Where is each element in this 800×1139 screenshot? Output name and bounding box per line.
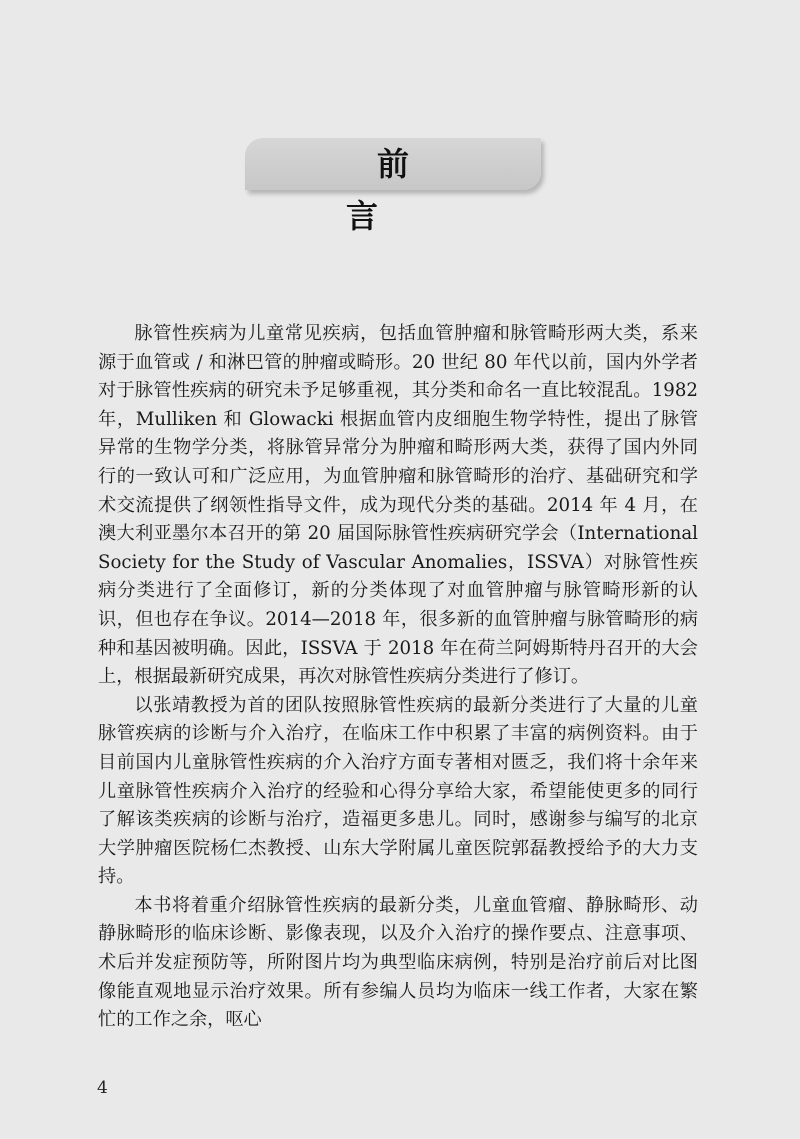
paragraph-3: 本书将着重介绍脉管性疾病的最新分类，儿童血管瘤、静脉畸形、动静脉畸形的临床诊断、影像表现，以及介入治疗的操作要点、注意事项、术后并发症预防等，所附图片均为典型临床病例，特别是治疗前后对比图像能直观地显示治疗效果。所有参编人员均为临床一线工作者，大家在繁忙的工作之余，呕心 bbox=[98, 894, 698, 1031]
body-text bbox=[98, 320, 698, 1035]
paragraph-1: 脉管性疾病为儿童常见疾病，包括血管肿瘤和脉管畸形两大类，系来源于血管或 / 和淋巴管的肿瘤或畸形。20 世纪 80 年代以前，国内外学者对于脉管性疾病的研究未予足够重视，其分类和命名一直比较混乱。1982 年，Mulliken 和 Glowacki 根据血管内皮细胞生物学特性，提出了脉管异常的生物学分类，将脉管异常分为肿瘤和畸形两大类，获得了国内外同行的一致认可和广泛应用，为血管肿瘤和脉管畸形的治疗、基础研究和学术交流提供了纲领性指导文件，成为现代分类的基础。2014 年 4 月，在澳大利亚墨尔本召开的第 20 届国际脉管性疾病研究学会（International Society for the Study of Vascular Anomalies，ISSVA）对脉管性疾病分类进行了全面修订，新的分类体现了对血管肿瘤与脉管畸形新的认识，但也存在争议。2014—2018 年，很多新的血管肿瘤与脉管畸形的病种和基因被明确。因此，ISSVA 于 2018 年在荷兰阿姆斯特丹召开的大会上，根据最新研究成果，再次对脉管性疾病分类进行了修订。 bbox=[98, 323, 698, 688]
page-title: 前 言 bbox=[345, 145, 471, 235]
page-number: 4 bbox=[97, 1078, 108, 1098]
title-banner bbox=[245, 138, 541, 235]
paragraph-2: 以张靖教授为首的团队按照脉管性疾病的最新分类进行了大量的儿童脉管疾病的诊断与介入治疗，在临床工作中积累了丰富的病例资料。由于目前国内儿童脉管性疾病的介入治疗方面专著相对匮乏，我们将十余年来儿童脉管性疾病介入治疗的经验和心得分享给大家，希望能使更多的同行了解该类疾病的诊断与治疗，造福更多患儿。同时，感谢参与编写的北京大学肿瘤医院杨仁杰教授、山东大学附属儿童医院郭磊教授给予的大力支持。 bbox=[98, 694, 698, 888]
